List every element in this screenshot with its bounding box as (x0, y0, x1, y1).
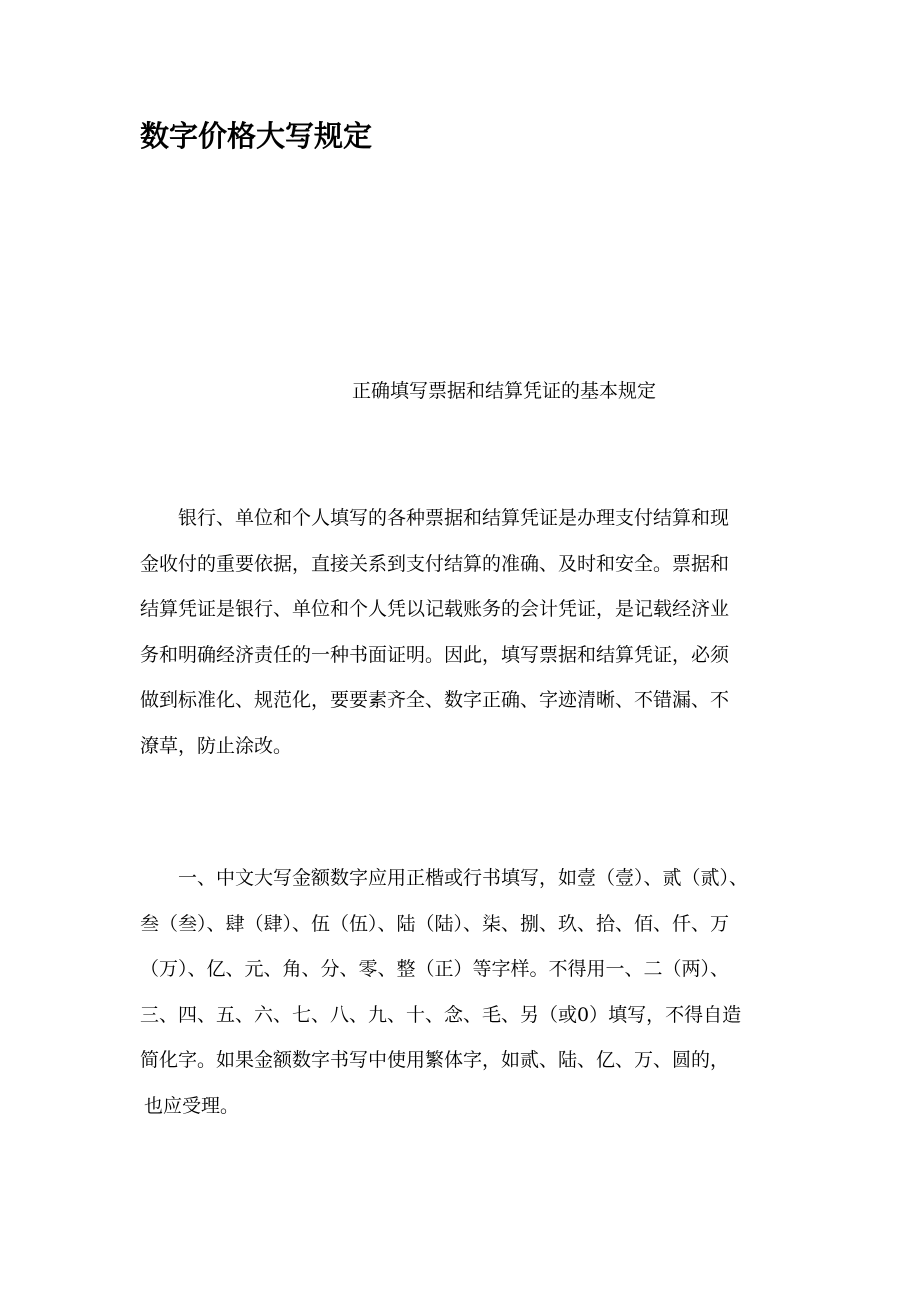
paragraph-rule-one (140, 856, 780, 1129)
paragraph-line: 务和明确经济责任的一种书面证明。因此，填写票据和结算凭证，必须 (140, 643, 730, 666)
paragraph-line: 金收付的重要依据，直接关系到支付结算的准确、及时和安全。票据和 (140, 552, 730, 575)
paragraph-line: 潦草，防止涂改。 (140, 734, 293, 757)
paragraph-line: 简化字。如果金额数字书写中使用繁体字，如贰、陆、亿、万、圆的， (140, 1049, 730, 1071)
document-subtitle: 正确填写票据和结算凭证的基本规定 (352, 380, 657, 402)
paragraph-line: 一、中文大写金额数字应用正楷或行书填写，如壹（壹）、贰（贰）、 (178, 867, 749, 889)
paragraph-intro (140, 496, 780, 769)
paragraph-line: 做到标准化、规范化，要要素齐全、数字正确、字迹清晰、不错漏、不 (140, 689, 730, 711)
paragraph-line: （万）、亿、元、角、分、零、整（正）等字样。不得用一、二（两）、 (140, 958, 730, 980)
paragraph-line: 叁（叁）、肆（肆）、伍（伍）、陆（陆）、柒、捌、玖、拾、佰、仟、万 (140, 912, 730, 935)
paragraph-line: 结算凭证是银行、单位和个人凭以记载账务的会计凭证，是记载经济业 (140, 598, 730, 620)
paragraph-line: 银行、单位和个人填写的各种票据和结算凭证是办理支付结算和现 (178, 507, 730, 529)
paragraph-line: 也应受理。 (144, 1094, 240, 1117)
paragraph-line: 三、四、五、六、七、八、九、十、念、毛、另（或0）填写，不得自造 (140, 1003, 742, 1026)
document-title: 数字价格大写规定 (140, 119, 373, 153)
